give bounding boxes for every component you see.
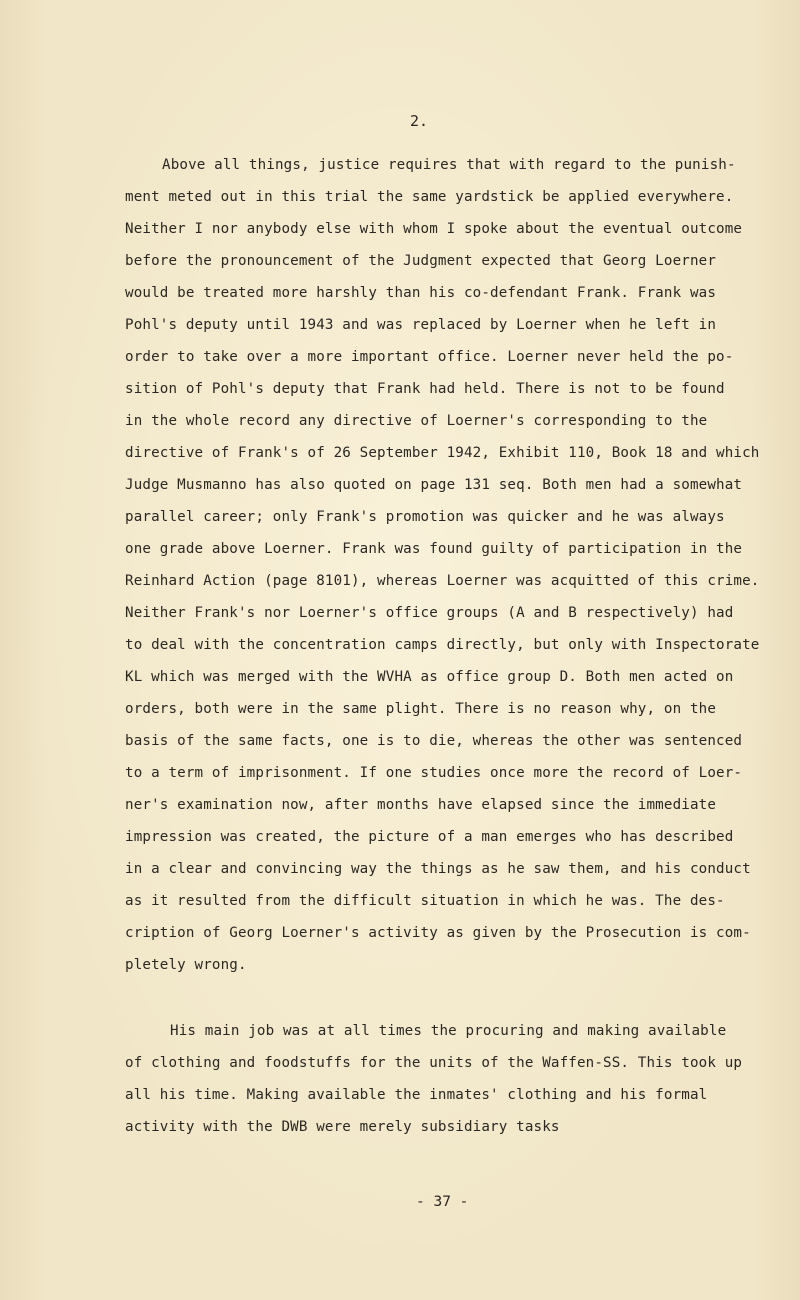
text-line: one grade above Loerner. Frank was found guilty of participation in the	[125, 541, 743, 557]
text-line: cription of Georg Loerner's activity as given by the Prosecution is com-	[125, 925, 751, 941]
text-line: basis of the same facts, one is to die, whereas the other was sentenced	[125, 733, 743, 749]
text-line: to a term of imprisonment. If one studies once more the record of Loer-	[125, 765, 743, 781]
text-line: orders, both were in the same plight. There is no reason why, on the	[125, 701, 717, 717]
text-line: Pohl's deputy until 1943 and was replaced by Loerner when he left in	[125, 317, 717, 333]
text-line: His main job was at all times the procuring and making available	[170, 1023, 727, 1039]
text-line: in a clear and convincing way the things as he saw them, and his conduct	[125, 861, 751, 877]
text-line: activity with the DWB were merely subsidiary tasks	[125, 1119, 560, 1135]
text-line: Neither Frank's nor Loerner's office groups (A and B respectively) had	[125, 605, 734, 621]
text-line: KL which was merged with the WVHA as office group D. Both men acted on	[125, 669, 734, 685]
text-line: of clothing and foodstuffs for the units of the Waffen-SS. This took up	[125, 1055, 743, 1071]
text-line: would be treated more harshly than his co-defendant Frank. Frank was	[125, 285, 717, 301]
text-line: all his time. Making available the inmates' clothing and his formal	[125, 1087, 708, 1103]
text-line: Above all things, justice requires that with regard to the punish-	[162, 157, 736, 173]
text-line: as it resulted from the difficult situation in which he was. The des-	[125, 893, 725, 909]
text-line: directive of Frank's of 26 September 1942, Exhibit 110, Book 18 and which	[125, 445, 760, 461]
text-line: to deal with the concentration camps directly, but only with Inspectorate	[125, 637, 760, 653]
page-number: 2.	[410, 112, 429, 130]
text-line: sition of Pohl's deputy that Frank had held. There is not to be found	[125, 381, 725, 397]
text-line: pletely wrong.	[125, 957, 247, 973]
text-line: Neither I nor anybody else with whom I spoke about the eventual outcome	[125, 221, 743, 237]
text-line: before the pronouncement of the Judgment expected that Georg Loerner	[125, 253, 717, 269]
text-line: impression was created, the picture of a man emerges who has described	[125, 829, 734, 845]
text-line: in the whole record any directive of Loerner's corresponding to the	[125, 413, 708, 429]
text-line: Reinhard Action (page 8101), whereas Loerner was acquitted of this crime.	[125, 573, 760, 589]
footer-page-number: - 37 -	[416, 1194, 469, 1210]
text-line: order to take over a more important office. Loerner never held the po-	[125, 349, 734, 365]
text-line: parallel career; only Frank's promotion was quicker and he was always	[125, 509, 725, 525]
text-line: ner's examination now, after months have elapsed since the immediate	[125, 797, 717, 813]
text-line: ment meted out in this trial the same yardstick be applied everywhere.	[125, 189, 734, 205]
text-line: Judge Musmanno has also quoted on page 131 seq. Both men had a somewhat	[125, 477, 743, 493]
